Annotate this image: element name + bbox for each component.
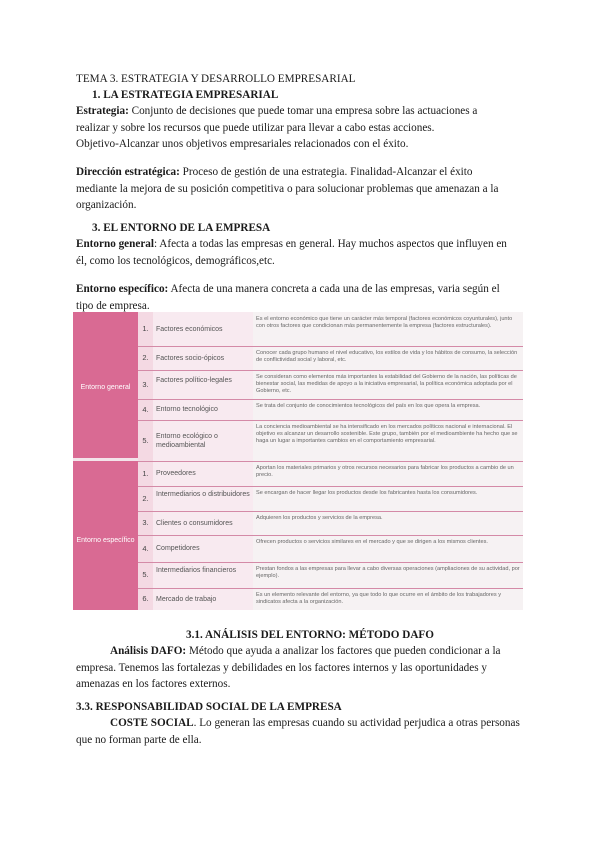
- table-row-description: Adquieren los productos y servicios de la empresa.: [256, 515, 383, 521]
- table-row-label: Factores político-legales: [156, 376, 232, 384]
- table-row-number: 3.: [142, 518, 149, 527]
- table-row-divider: [138, 486, 523, 487]
- table-row-number: 1.: [142, 468, 149, 478]
- table-row-number: 6.: [142, 594, 149, 603]
- objetivo-text: Objetivo-Alcanzar unos objetivos empresariales relacionados con el éxito.: [76, 138, 409, 150]
- coste-social-text-2: que no forman parte de ella.: [76, 733, 202, 746]
- coste-social-paragraph: [76, 715, 526, 748]
- table-row-divider: [138, 588, 523, 589]
- table-row-description: Es el entorno económico que tiene un carácter más temporal (factores económicos coyunturales), junto con otros factores que condicionan más permanentemente la empresa (factores estructurales).: [256, 316, 513, 329]
- table-row-label: Intermediarios financieros: [156, 567, 237, 574]
- direccion-text-1: Proceso de gestión de una estrategia. Finalidad-Alcanzar el éxito: [179, 166, 473, 178]
- section-3-3-title: 3.3. RESPONSABILIDAD SOCIAL DE LA EMPRESA: [76, 701, 342, 713]
- dafo-text-1: Método que ayuda a analizar los factores que pueden condicionar a la: [186, 645, 501, 657]
- entorno-especifico-term: Entorno específico:: [76, 283, 169, 295]
- table-row-label: Factores económicos: [156, 325, 223, 333]
- direccion-text-3: organización.: [76, 199, 137, 211]
- entorno-general-term: Entorno general: [76, 238, 154, 250]
- table-row-divider: [138, 399, 523, 400]
- direccion-paragraph: [76, 164, 526, 214]
- table-row-label: Intermediarios o distribuidores: [156, 490, 250, 498]
- table-row-number: 2.: [142, 493, 149, 503]
- estrategia-paragraph: [76, 103, 526, 153]
- table-row-number: 3.: [142, 379, 149, 389]
- table-row-description: Se encargan de hacer llegar los productos desde los fabricantes hasta los consumidores.: [256, 490, 478, 496]
- entorno-general-paragraph: [76, 236, 526, 269]
- estrategia-text-2: realizar y sobre los recursos que puede utilizar para llevar a cabo estas acciones.: [76, 121, 435, 134]
- table-row-divider: [138, 511, 523, 512]
- table-row-divider: [138, 461, 523, 462]
- table-row-number: 1.: [142, 324, 149, 333]
- direccion-text-2: mediante la mejora de su posición competitiva o para solucionar problemas que amenazan a la: [76, 182, 499, 195]
- dafo-term: Análisis DAFO:: [110, 645, 187, 657]
- estrategia-text-1: Conjunto de decisiones que puede tomar una empresa sobre las actuaciones a: [128, 105, 478, 117]
- table-row-label: Entorno ecológico o medioambiental: [156, 432, 218, 449]
- group-label-general: Entorno general: [80, 384, 131, 391]
- table-row-description: Se trata del conjunto de conocimientos tecnológicos del país en los que opera la empresa.: [256, 403, 481, 409]
- document-title: TEMA 3. ESTRATEGIA Y DESARROLLO EMPRESARIAL: [76, 73, 356, 85]
- table-row-number: 2.: [142, 353, 149, 362]
- table-row-divider: [138, 535, 523, 536]
- group-divider: [73, 458, 138, 461]
- coste-social-term: COSTE SOCIAL: [110, 717, 194, 729]
- entorno-especifico-paragraph: [76, 281, 526, 314]
- table-row-number: 4.: [142, 543, 149, 553]
- entorno-general-text-2: él, como los tecnológicos, demográficos,etc.: [76, 254, 275, 267]
- table-row-label: Clientes o consumidores: [156, 519, 233, 527]
- coste-social-text-1: . Lo generan las empresas cuando su actividad perjudica a otras personas: [193, 717, 520, 729]
- table-row-description: Se consideran como elementos más importantes la estabilidad del Gobierno de la nación, las políticas de bienestar social, las medidas de apoyo a la iniciativa empresarial, la política económica adoptada por el Gobierno, etc.: [256, 374, 517, 394]
- table-row-divider: [138, 562, 523, 563]
- entorno-general-text-1: : Afecta a todas las empresas en general. Hay muchos aspectos que influyen en: [154, 238, 507, 250]
- direccion-term: Dirección estratégica:: [76, 166, 180, 178]
- section-3-1-title: 3.1. ANÁLISIS DEL ENTORNO: MÉTODO DAFO: [186, 629, 434, 641]
- table-row-label: Proveedores: [156, 470, 196, 477]
- table-row-description: Ofrecen productos o servicios similares en el mercado y que se dirigen a los mismos clientes.: [256, 539, 488, 545]
- entorno-table-image: [73, 312, 523, 610]
- dafo-text-2: empresa. Tenemos las fortalezas y debilidades en los factores internos y las oportunidades y: [76, 661, 487, 674]
- table-row-description: La conciencia medioambiental se ha intensificado en los mercados políticos nacional e internacional. El objetivo es alcanzar un desarrollo sostenible. Este grupo, también por el medioambiente ha hecho que se haga un lugar a importantes cambios en el comportamiento empresarial.: [256, 424, 518, 444]
- table-row-label: Mercado de trabajo: [156, 595, 217, 603]
- estrategia-term: Estrategia:: [76, 105, 129, 117]
- table-row-description: Aportan los materiales primarios y otros recursos necesarios para fabricar los productos a cambio de un precio.: [256, 465, 514, 478]
- group-column: [73, 312, 138, 610]
- table-row-number: 5.: [142, 570, 149, 579]
- section-1-title: 1. LA ESTRATEGIA EMPRESARIAL: [92, 89, 279, 101]
- table-row-description: Conocer cada grupo humano el nivel educativo, los estilos de vida y los hábitos de consumo, la selección de conflictividad social y laboral, etc.: [256, 350, 518, 363]
- group-label-especifico: Entorno específico: [76, 537, 135, 544]
- dafo-paragraph: [76, 643, 526, 693]
- table-row-description: Prestan fondos a las empresas para llevar a cabo diversas operaciones (ampliaciones de su actividad, por ejemplo).: [256, 566, 520, 579]
- table-row-number: 5.: [142, 435, 149, 445]
- table-row-divider: [138, 346, 523, 347]
- dafo-text-3: amenazas en los factores externos.: [76, 678, 231, 690]
- table-row-label: Competidores: [156, 545, 200, 552]
- table-row-divider: [138, 370, 523, 371]
- table-row-label: Entorno tecnológico: [156, 406, 218, 413]
- table-row-number: 4.: [142, 404, 149, 414]
- table-row-description: Es un elemento relevante del entorno, ya que todo lo que ocurre en el ámbito de los trabajadores y sindicatos afecta a la organización.: [256, 592, 502, 605]
- entorno-especifico-text-1: Afecta de una manera concreta a cada una de las empresas, varia según el: [168, 283, 500, 295]
- entorno-especifico-text-2: tipo de empresa.: [76, 299, 150, 312]
- table-row-label: Factores socio-ópicos: [156, 354, 225, 362]
- section-3-title: 3. EL ENTORNO DE LA EMPRESA: [92, 222, 271, 234]
- table-row-divider: [138, 420, 523, 421]
